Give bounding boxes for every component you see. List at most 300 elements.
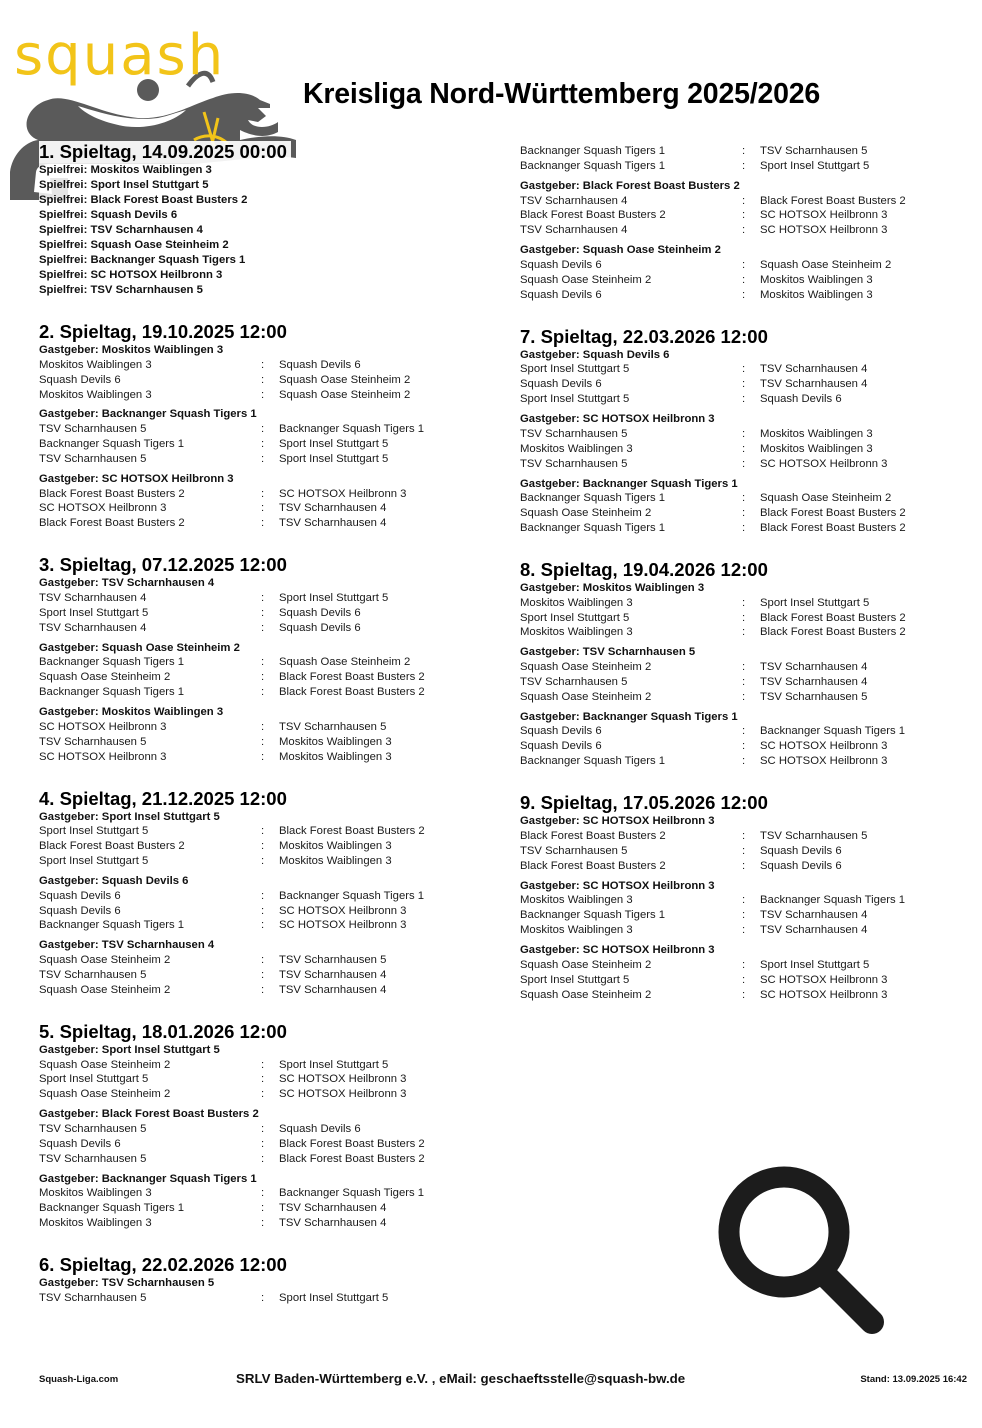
match-row — [520, 739, 960, 754]
away-team: SC HOTSOX Heilbronn 3 — [279, 1088, 407, 1101]
separator: : — [742, 393, 746, 406]
separator: : — [742, 924, 746, 937]
host-label: Gastgeber: Sport Insel Stuttgart 5 — [39, 1043, 220, 1056]
match-row — [520, 491, 960, 506]
match-row — [520, 258, 960, 273]
match-row — [39, 487, 479, 502]
separator: : — [261, 919, 265, 932]
home-team: Backnanger Squash Tigers 1 — [39, 656, 185, 669]
home-team: Backnanger Squash Tigers 1 — [520, 492, 666, 505]
home-team: Black Forest Boast Busters 2 — [520, 829, 666, 842]
footer-site-link[interactable]: Squash-Liga.com — [39, 1374, 119, 1385]
separator: : — [261, 855, 265, 868]
away-team: Squash Devils 6 — [279, 1122, 361, 1135]
away-team: TSV Scharnhausen 5 — [760, 145, 868, 157]
round-title: 9. Spieltag, 17.05.2026 12:00 — [520, 792, 768, 814]
match-row — [520, 506, 960, 521]
away-team: Backnanger Squash Tigers 1 — [760, 725, 906, 738]
away-team: Squash Devils 6 — [279, 606, 361, 619]
away-team: SC HOTSOX Heilbronn 3 — [760, 224, 888, 237]
away-team: Squash Devils 6 — [760, 393, 842, 406]
host-group — [39, 874, 479, 933]
match-row — [520, 159, 960, 174]
separator: : — [261, 1073, 265, 1086]
separator: : — [261, 1202, 265, 1215]
match-row — [39, 1291, 479, 1306]
host-label: Gastgeber: TSV Scharnhausen 4 — [39, 939, 215, 952]
separator: : — [261, 1152, 265, 1165]
match-row — [39, 854, 479, 869]
match-row — [39, 1201, 479, 1216]
separator: : — [261, 1217, 265, 1230]
host-label: Gastgeber: Backnanger Squash Tigers 1 — [520, 477, 738, 490]
host-label: Gastgeber: SC HOTSOX Heilbronn 3 — [39, 472, 234, 485]
match-row — [520, 893, 960, 908]
home-team: Sport Insel Stuttgart 5 — [39, 1073, 149, 1086]
match-row — [520, 625, 960, 640]
host-label: Gastgeber: SC HOTSOX Heilbronn 3 — [520, 413, 715, 426]
home-team: Moskitos Waiblingen 3 — [520, 924, 633, 937]
away-team: TSV Scharnhausen 4 — [279, 517, 387, 530]
separator: : — [742, 988, 746, 1001]
separator: : — [261, 358, 265, 371]
host-label: Gastgeber: Black Forest Boast Busters 2 — [520, 179, 740, 192]
host-label: Gastgeber: Moskitos Waiblingen 3 — [39, 344, 224, 356]
separator: : — [261, 621, 265, 634]
home-team: TSV Scharnhausen 5 — [39, 1152, 147, 1165]
separator: : — [742, 973, 746, 986]
home-team: SC HOTSOX Heilbronn 3 — [39, 720, 167, 733]
home-team: Squash Devils 6 — [520, 378, 602, 391]
match-row — [39, 1186, 479, 1201]
match-row — [520, 973, 960, 988]
separator: : — [261, 517, 265, 530]
host-label: Gastgeber: SC HOTSOX Heilbronn 3 — [520, 944, 715, 957]
host-group — [39, 472, 479, 531]
away-team: TSV Scharnhausen 4 — [279, 502, 387, 515]
search-icon[interactable] — [714, 1160, 889, 1335]
separator: : — [261, 606, 265, 619]
separator: : — [261, 889, 265, 902]
away-team: Sport Insel Stuttgart 5 — [279, 1058, 389, 1071]
home-team: Moskitos Waiblingen 3 — [39, 388, 152, 401]
match-row — [39, 720, 479, 735]
match-row — [520, 194, 960, 209]
match-row — [39, 735, 479, 750]
round-4 — [39, 788, 479, 998]
home-team: Black Forest Boast Busters 2 — [39, 487, 185, 500]
host-group — [39, 705, 479, 764]
match-row — [39, 1087, 479, 1102]
away-team: Backnanger Squash Tigers 1 — [279, 423, 425, 436]
bye-line: Spielfrei: TSV Scharnhausen 4 — [39, 224, 203, 236]
separator: : — [261, 388, 265, 401]
match-row — [520, 457, 960, 472]
away-team: Sport Insel Stuttgart 5 — [279, 452, 389, 465]
bye-line: Spielfrei: SC HOTSOX Heilbronn 3 — [39, 269, 223, 281]
separator: : — [742, 492, 746, 505]
match-row — [39, 918, 479, 933]
match-row — [520, 392, 960, 407]
bye-line: Spielfrei: Black Forest Boast Busters 2 — [39, 194, 248, 206]
match-row — [520, 675, 960, 690]
match-row — [520, 521, 960, 536]
separator: : — [742, 159, 746, 172]
away-team: Sport Insel Stuttgart 5 — [760, 596, 870, 609]
away-team: TSV Scharnhausen 5 — [760, 829, 868, 842]
away-team: TSV Scharnhausen 4 — [760, 661, 868, 674]
bye-line: Spielfrei: Moskitos Waiblingen 3 — [39, 164, 212, 176]
separator: : — [261, 1291, 265, 1304]
separator: : — [261, 735, 265, 748]
separator: : — [742, 522, 746, 535]
home-team: Squash Devils 6 — [39, 1137, 121, 1150]
away-team: TSV Scharnhausen 5 — [279, 720, 387, 733]
separator: : — [742, 958, 746, 971]
bye-line: Spielfrei: Backnanger Squash Tigers 1 — [39, 254, 246, 266]
right-column — [520, 144, 960, 1025]
host-group — [39, 343, 479, 402]
away-team: Moskitos Waiblingen 3 — [279, 840, 392, 853]
home-team: Squash Devils 6 — [520, 740, 602, 753]
home-team: TSV Scharnhausen 5 — [520, 675, 628, 688]
separator: : — [261, 452, 265, 465]
host-group — [520, 179, 960, 238]
host-group — [520, 243, 960, 302]
footer — [0, 1371, 982, 1389]
home-team: Backnanger Squash Tigers 1 — [39, 919, 185, 932]
match-row — [520, 844, 960, 859]
away-team: Moskitos Waiblingen 3 — [279, 750, 392, 763]
round-title: 1. Spieltag, 14.09.2025 00:00 — [39, 141, 291, 163]
home-team: Squash Devils 6 — [520, 288, 602, 301]
home-team: TSV Scharnhausen 5 — [39, 452, 147, 465]
host-group — [520, 348, 960, 407]
home-team: TSV Scharnhausen 5 — [39, 968, 147, 981]
separator: : — [261, 954, 265, 967]
separator: : — [742, 894, 746, 907]
host-group — [39, 1172, 479, 1231]
separator: : — [742, 145, 746, 157]
away-team: TSV Scharnhausen 5 — [760, 690, 868, 703]
match-row — [520, 273, 960, 288]
match-row — [520, 724, 960, 739]
home-team: Backnanger Squash Tigers 1 — [39, 686, 185, 699]
separator: : — [742, 740, 746, 753]
separator: : — [742, 859, 746, 872]
match-row — [520, 223, 960, 238]
home-team: Sport Insel Stuttgart 5 — [520, 611, 630, 624]
separator: : — [261, 1122, 265, 1135]
host-label: Gastgeber: TSV Scharnhausen 5 — [520, 646, 696, 659]
separator: : — [742, 690, 746, 703]
separator: : — [742, 611, 746, 624]
home-team: Backnanger Squash Tigers 1 — [520, 909, 666, 922]
home-team: Squash Oase Steinheim 2 — [39, 983, 171, 996]
home-team: Sport Insel Stuttgart 5 — [39, 855, 149, 868]
away-team: Black Forest Boast Busters 2 — [760, 507, 906, 520]
away-team: Sport Insel Stuttgart 5 — [760, 159, 870, 172]
match-row — [39, 824, 479, 839]
home-team: Squash Oase Steinheim 2 — [39, 954, 171, 967]
match-row — [520, 988, 960, 1003]
host-label: Gastgeber: Backnanger Squash Tigers 1 — [39, 1172, 257, 1185]
away-team: Black Forest Boast Busters 2 — [760, 611, 906, 624]
match-row — [520, 829, 960, 844]
home-team: Moskitos Waiblingen 3 — [39, 1187, 152, 1200]
home-team: Squash Devils 6 — [39, 889, 121, 902]
away-team: Black Forest Boast Busters 2 — [760, 522, 906, 535]
home-team: TSV Scharnhausen 5 — [39, 1291, 147, 1304]
host-group — [520, 710, 960, 769]
away-team: SC HOTSOX Heilbronn 3 — [760, 209, 888, 222]
home-team: Sport Insel Stuttgart 5 — [520, 973, 630, 986]
round-6-continued — [520, 144, 960, 303]
match-row — [39, 358, 479, 373]
host-label: Gastgeber: Squash Oase Steinheim 2 — [520, 244, 721, 257]
match-row — [520, 362, 960, 377]
match-row — [39, 685, 479, 700]
away-team: SC HOTSOX Heilbronn 3 — [279, 904, 407, 917]
match-row — [520, 427, 960, 442]
round-title: 5. Spieltag, 18.01.2026 12:00 — [39, 1020, 287, 1042]
separator: : — [742, 755, 746, 768]
round-5 — [39, 1021, 479, 1231]
match-row — [39, 516, 479, 531]
separator: : — [742, 258, 746, 271]
away-team: Moskitos Waiblingen 3 — [760, 427, 873, 440]
separator: : — [742, 363, 746, 376]
match-row — [39, 953, 479, 968]
separator: : — [261, 968, 265, 981]
host-group — [520, 943, 960, 1002]
match-row — [39, 670, 479, 685]
host-group — [39, 1276, 479, 1306]
host-group — [520, 879, 960, 938]
away-team: TSV Scharnhausen 4 — [279, 968, 387, 981]
home-team: Squash Devils 6 — [520, 725, 602, 738]
separator: : — [261, 1137, 265, 1150]
match-row — [39, 1122, 479, 1137]
host-group-continued — [520, 144, 960, 174]
away-team: Moskitos Waiblingen 3 — [279, 735, 392, 748]
separator: : — [261, 373, 265, 386]
host-group — [39, 407, 479, 466]
home-team: Backnanger Squash Tigers 1 — [39, 438, 185, 451]
home-team: Squash Oase Steinheim 2 — [39, 671, 171, 684]
separator: : — [742, 829, 746, 842]
match-row — [520, 144, 960, 159]
host-label: Gastgeber: Squash Oase Steinheim 2 — [39, 641, 240, 654]
host-label: Gastgeber: SC HOTSOX Heilbronn 3 — [520, 879, 715, 892]
home-team: Black Forest Boast Busters 2 — [39, 840, 185, 853]
separator: : — [261, 1058, 265, 1071]
away-team: TSV Scharnhausen 4 — [279, 1217, 387, 1230]
host-group — [39, 938, 479, 997]
home-team: Backnanger Squash Tigers 1 — [520, 159, 666, 172]
separator: : — [261, 720, 265, 733]
page-title: Kreisliga Nord-Württemberg 2025/2026 — [303, 78, 821, 110]
match-row — [520, 859, 960, 874]
match-row — [520, 611, 960, 626]
away-team: SC HOTSOX Heilbronn 3 — [279, 487, 407, 500]
match-row — [39, 968, 479, 983]
round-title: 4. Spieltag, 21.12.2025 12:00 — [39, 787, 287, 809]
host-label: Gastgeber: Sport Insel Stuttgart 5 — [39, 810, 220, 823]
separator: : — [261, 686, 265, 699]
separator: : — [742, 288, 746, 301]
match-row — [520, 754, 960, 769]
away-team: Sport Insel Stuttgart 5 — [760, 958, 870, 971]
away-team: Squash Oase Steinheim 2 — [760, 492, 892, 505]
home-team: Backnanger Squash Tigers 1 — [39, 1202, 185, 1215]
away-team: Black Forest Boast Busters 2 — [279, 671, 425, 684]
round-title: 8. Spieltag, 19.04.2026 12:00 — [520, 558, 768, 580]
separator: : — [261, 750, 265, 763]
bye-line: Spielfrei: Sport Insel Stuttgart 5 — [39, 179, 209, 191]
away-team: Squash Oase Steinheim 2 — [279, 373, 411, 386]
host-group — [520, 412, 960, 471]
match-row — [520, 377, 960, 392]
round-6 — [39, 1254, 479, 1306]
away-team: TSV Scharnhausen 4 — [279, 1202, 387, 1215]
round-2 — [39, 321, 479, 531]
match-row — [520, 958, 960, 973]
home-team: TSV Scharnhausen 5 — [39, 735, 147, 748]
match-row — [39, 437, 479, 452]
separator: : — [742, 224, 746, 237]
home-team: Squash Oase Steinheim 2 — [39, 1058, 171, 1071]
match-row — [39, 1072, 479, 1087]
separator: : — [742, 596, 746, 609]
home-team: Squash Devils 6 — [39, 373, 121, 386]
home-team: TSV Scharnhausen 5 — [520, 427, 628, 440]
separator: : — [261, 1088, 265, 1101]
separator: : — [742, 626, 746, 639]
host-label: Gastgeber: Squash Devils 6 — [520, 348, 670, 361]
host-group — [39, 810, 479, 869]
host-label: Gastgeber: Squash Devils 6 — [39, 874, 189, 887]
away-team: Black Forest Boast Busters 2 — [279, 686, 425, 699]
home-team: Moskitos Waiblingen 3 — [520, 626, 633, 639]
home-team: TSV Scharnhausen 5 — [39, 1122, 147, 1135]
round-title: 6. Spieltag, 22.02.2026 12:00 — [39, 1254, 287, 1276]
home-team: TSV Scharnhausen 5 — [520, 844, 628, 857]
home-team: Squash Oase Steinheim 2 — [520, 988, 652, 1001]
match-row — [520, 690, 960, 705]
away-team: Black Forest Boast Busters 2 — [760, 194, 906, 207]
separator: : — [261, 840, 265, 853]
away-team: Moskitos Waiblingen 3 — [279, 855, 392, 868]
separator: : — [742, 378, 746, 391]
host-label: Gastgeber: TSV Scharnhausen 5 — [39, 1277, 215, 1290]
home-team: Squash Oase Steinheim 2 — [39, 1088, 171, 1101]
home-team: Squash Devils 6 — [520, 258, 602, 271]
round-3 — [39, 554, 479, 764]
match-row — [39, 1058, 479, 1073]
home-team: Sport Insel Stuttgart 5 — [39, 606, 149, 619]
separator: : — [261, 487, 265, 500]
away-team: TSV Scharnhausen 4 — [760, 909, 868, 922]
match-row — [520, 442, 960, 457]
separator: : — [261, 438, 265, 451]
home-team: Moskitos Waiblingen 3 — [520, 596, 633, 609]
away-team: Sport Insel Stuttgart 5 — [279, 1291, 389, 1304]
match-row — [39, 422, 479, 437]
match-row — [39, 621, 479, 636]
separator: : — [742, 209, 746, 222]
round-8 — [520, 559, 960, 769]
away-team: TSV Scharnhausen 4 — [760, 363, 868, 376]
home-team: TSV Scharnhausen 5 — [520, 457, 628, 470]
away-team: Black Forest Boast Busters 2 — [279, 1137, 425, 1150]
home-team: TSV Scharnhausen 4 — [520, 224, 628, 237]
separator: : — [742, 457, 746, 470]
separator: : — [742, 194, 746, 207]
home-team: Squash Oase Steinheim 2 — [520, 661, 652, 674]
away-team: Squash Oase Steinheim 2 — [760, 258, 892, 271]
home-team: Backnanger Squash Tigers 1 — [520, 522, 666, 535]
away-team: TSV Scharnhausen 4 — [279, 983, 387, 996]
host-group — [39, 576, 479, 635]
away-team: Backnanger Squash Tigers 1 — [279, 889, 425, 902]
away-team: Squash Devils 6 — [279, 621, 361, 634]
round-1 — [39, 141, 479, 298]
footer-timestamp: Stand: 13.09.2025 16:42 — [860, 1374, 967, 1385]
host-label: Gastgeber: Moskitos Waiblingen 3 — [520, 581, 705, 594]
home-team: Black Forest Boast Busters 2 — [520, 209, 666, 222]
home-team: Black Forest Boast Busters 2 — [39, 517, 185, 530]
away-team: Moskitos Waiblingen 3 — [760, 273, 873, 286]
separator: : — [261, 983, 265, 996]
home-team: Moskitos Waiblingen 3 — [520, 894, 633, 907]
match-row — [520, 596, 960, 611]
home-team: Moskitos Waiblingen 3 — [39, 358, 152, 371]
separator: : — [742, 725, 746, 738]
match-row — [39, 1216, 479, 1231]
separator: : — [261, 423, 265, 436]
away-team: Black Forest Boast Busters 2 — [760, 626, 906, 639]
separator: : — [742, 844, 746, 857]
left-column — [39, 141, 479, 1329]
separator: : — [742, 909, 746, 922]
match-row — [39, 452, 479, 467]
away-team: Squash Oase Steinheim 2 — [279, 388, 411, 401]
away-team: Sport Insel Stuttgart 5 — [279, 591, 389, 604]
separator: : — [742, 675, 746, 688]
home-team: Squash Oase Steinheim 2 — [520, 690, 652, 703]
away-team: Squash Devils 6 — [279, 358, 361, 371]
home-team: TSV Scharnhausen 4 — [39, 591, 147, 604]
logo-text: squash — [14, 23, 226, 88]
match-row — [520, 208, 960, 223]
home-team: Sport Insel Stuttgart 5 — [520, 393, 630, 406]
bye-line: Spielfrei: Squash Oase Steinheim 2 — [39, 239, 229, 251]
match-row — [39, 388, 479, 403]
match-row — [39, 983, 479, 998]
away-team: SC HOTSOX Heilbronn 3 — [760, 740, 888, 753]
home-team: Squash Oase Steinheim 2 — [520, 273, 652, 286]
home-team: TSV Scharnhausen 4 — [520, 194, 628, 207]
host-group — [520, 645, 960, 704]
home-team: SC HOTSOX Heilbronn 3 — [39, 750, 167, 763]
home-team: Moskitos Waiblingen 3 — [520, 442, 633, 455]
separator: : — [261, 1187, 265, 1200]
away-team: Black Forest Boast Busters 2 — [279, 1152, 425, 1165]
separator: : — [261, 591, 265, 604]
away-team: Sport Insel Stuttgart 5 — [279, 438, 389, 451]
separator: : — [742, 507, 746, 520]
